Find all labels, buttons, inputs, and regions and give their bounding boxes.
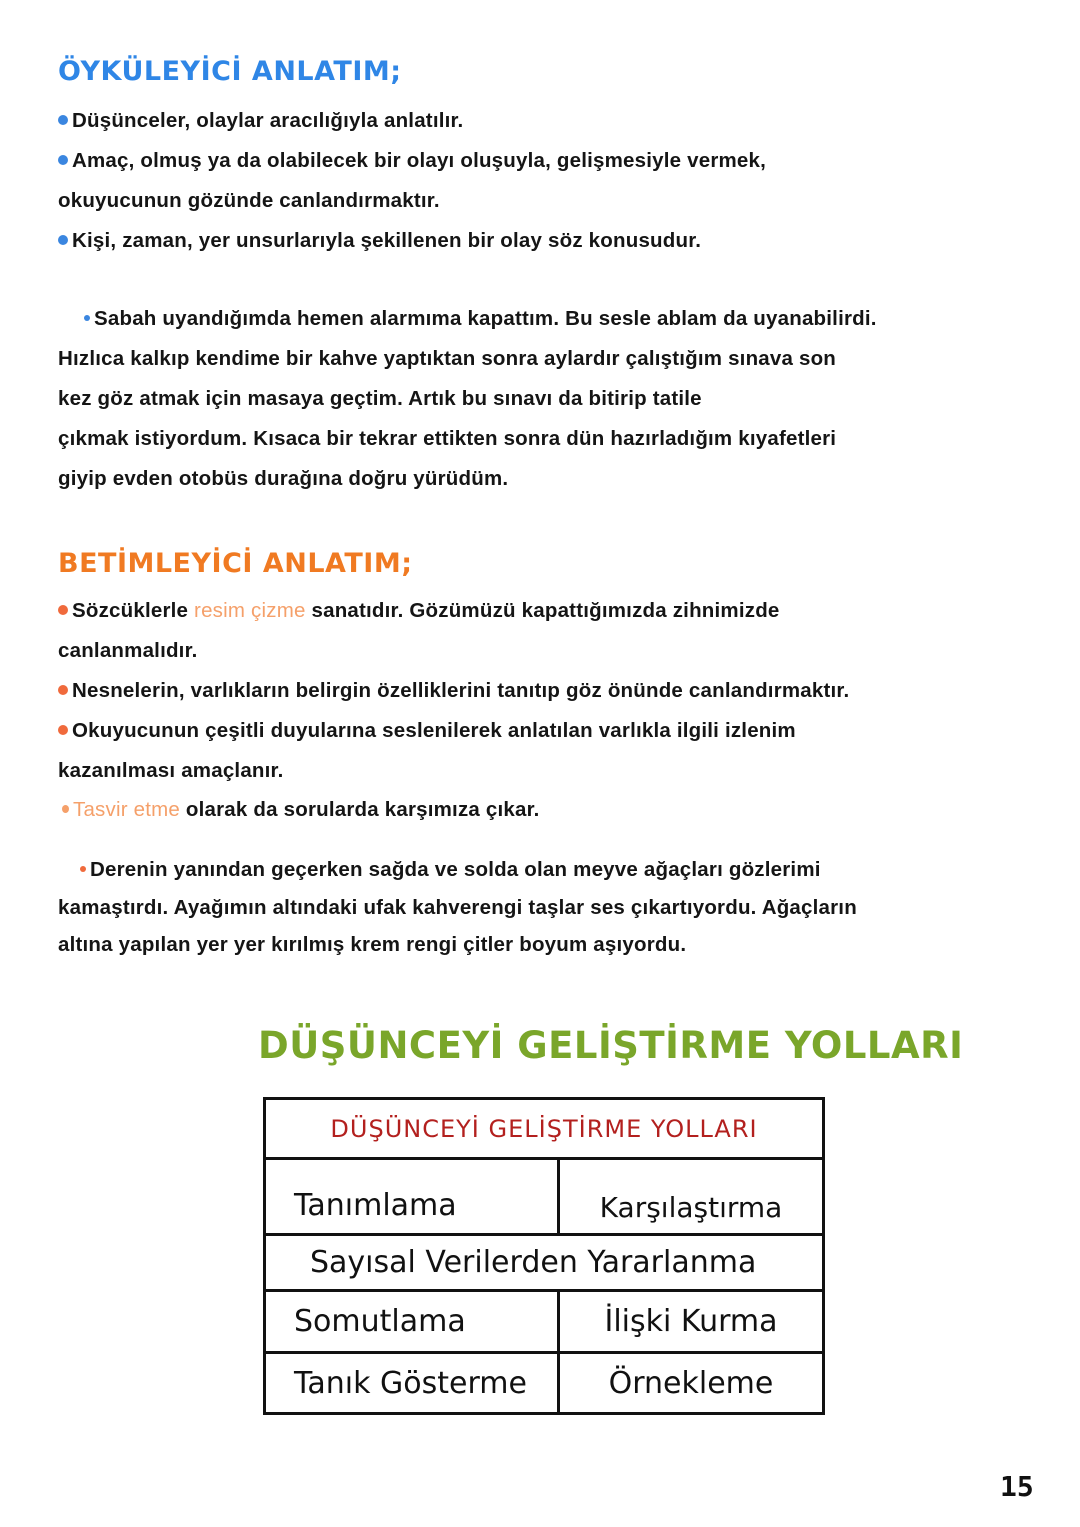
bullet-icon [58, 725, 68, 735]
bullet-icon [58, 685, 68, 695]
descriptive-bullet-1-cont: canlanmalıdır. [58, 639, 198, 662]
descriptive-bullet-1: Sözcüklerle resim çizme sanatıdır. Gözümüzü kapattığımızda zihnimizde [58, 596, 780, 626]
narrative-bullet-2-cont: okuyucunun gözünde canlandırmaktır. [58, 189, 440, 212]
table-cell: Tanık Gösterme [266, 1354, 560, 1412]
table-header-row [266, 1100, 822, 1160]
descriptive-bullet-3: Okuyucunun çeşitli duyularına seslenilerek anlatılan varlıkla ilgili izlenim [58, 716, 796, 746]
bullet-icon [84, 315, 90, 321]
highlight-text: resim çizme [194, 599, 306, 622]
descriptive-bullet-3-cont: kazanılması amaçlanır. [58, 759, 284, 782]
bullet-icon [62, 805, 69, 813]
page-number: 15 [1000, 1470, 1034, 1503]
table-cell: Somutlama [266, 1292, 560, 1351]
table-cell: Örnekleme [608, 1365, 774, 1401]
descriptive-bullet-4: Tasvir etme olarak da sorularda karşımıza çıkar. [62, 795, 540, 825]
descriptive-heading: BETİMLEYİCİ ANLATIM; [58, 548, 413, 579]
table-row [266, 1160, 822, 1236]
table-row [266, 1292, 822, 1354]
narrative-example-line-4: çıkmak istiyordum. Kısaca bir tekrar ettikten sonra dün hazırladığım kıyafetleri [58, 427, 837, 450]
table-cell: İlişki Kurma [604, 1304, 778, 1339]
highlight-text: Tasvir etme [73, 798, 181, 821]
narrative-bullet-1: Düşünceler, olaylar aracılığıyla anlatılır. [58, 106, 463, 136]
bullet-icon [58, 605, 68, 615]
bullet-icon [80, 866, 86, 872]
narrative-bullet-3: Kişi, zaman, yer unsurlarıyla şekillenen bir olay söz konusudur. [58, 226, 701, 256]
narrative-example-line-3: kez göz atmak için masaya geçtim. Artık bu sınavı da bitirip tatile [58, 387, 702, 410]
narrative-example-line-1: Sabah uyandığımda hemen alarmıma kapattım. Bu sesle ablam da uyanabilirdi. [84, 304, 877, 334]
table-cell: Karşılaştırma [599, 1191, 783, 1224]
narrative-example-line-5: giyip evden otobüs durağına doğru yürüdüm. [58, 467, 509, 490]
table-row [266, 1354, 822, 1412]
bullet-icon [58, 155, 68, 165]
descriptive-example-line-1: Derenin yanından geçerken sağda ve solda olan meyve ağaçları gözlerimi [80, 855, 821, 885]
bullet-icon [58, 115, 68, 125]
descriptive-example-line-3: altına yapılan yer yer kırılmış krem rengi çitler boyum aşıyordu. [58, 933, 687, 956]
narrative-example-line-2: Hızlıca kalkıp kendime bir kahve yaptıktan sonra aylardır çalıştığım sınava son [58, 347, 837, 370]
descriptive-bullet-2: Nesnelerin, varlıkların belirgin özelliklerini tanıtıp göz önünde canlandırmaktır. [58, 676, 849, 706]
narrative-heading: ÖYKÜLEYİCİ ANLATIM; [58, 56, 402, 87]
methods-heading: DÜŞÜNCEYİ GELİŞTİRME YOLLARI [258, 1024, 964, 1067]
descriptive-example-line-2: kamaştırdı. Ayağımın altındaki ufak kahverengi taşlar ses çıkartıyordu. Ağaçların [58, 896, 857, 919]
table-cell: Sayısal Verilerden Yararlanma [310, 1245, 757, 1280]
table-header: DÜŞÜNCEYİ GELİŞTİRME YOLLARI [330, 1114, 758, 1143]
table-row [266, 1236, 822, 1292]
table-cell: Tanımlama [266, 1160, 560, 1233]
narrative-bullet-2: Amaç, olmuş ya da olabilecek bir olayı oluşuyla, gelişmesiyle vermek, [58, 146, 766, 176]
bullet-icon [58, 235, 68, 245]
methods-table [263, 1097, 825, 1415]
